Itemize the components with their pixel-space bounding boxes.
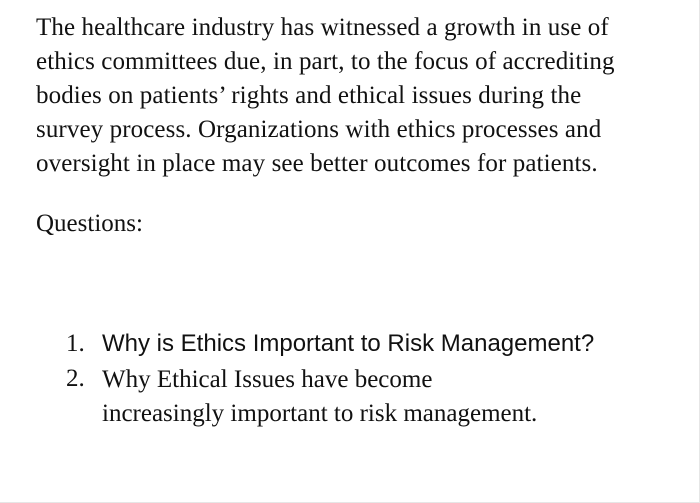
question-number: 2. [66, 365, 85, 392]
question-item-1 [66, 328, 686, 360]
question-text: Why Ethical Issues have become [102, 366, 433, 393]
paragraph-line: The healthcare industry has witnessed a growth in use of [36, 14, 609, 41]
intro-paragraph [36, 11, 676, 181]
question-text: Why is Ethics Important to Risk Management? [102, 330, 595, 357]
questions-heading: Questions: [36, 210, 143, 237]
question-item-2 [66, 363, 686, 431]
question-number: 1. [66, 330, 85, 357]
question-text-continuation: increasingly important to risk management. [102, 400, 538, 427]
paragraph-line: ethics committees due, in part, to the focus of accrediting [36, 48, 615, 75]
question-list [66, 328, 686, 431]
paragraph-line: oversight in place may see better outcomes for patients. [36, 150, 598, 177]
paragraph-line: bodies on patients’ rights and ethical issues during the [36, 82, 582, 109]
paragraph-line: survey process. Organizations with ethics processes and [36, 116, 602, 143]
